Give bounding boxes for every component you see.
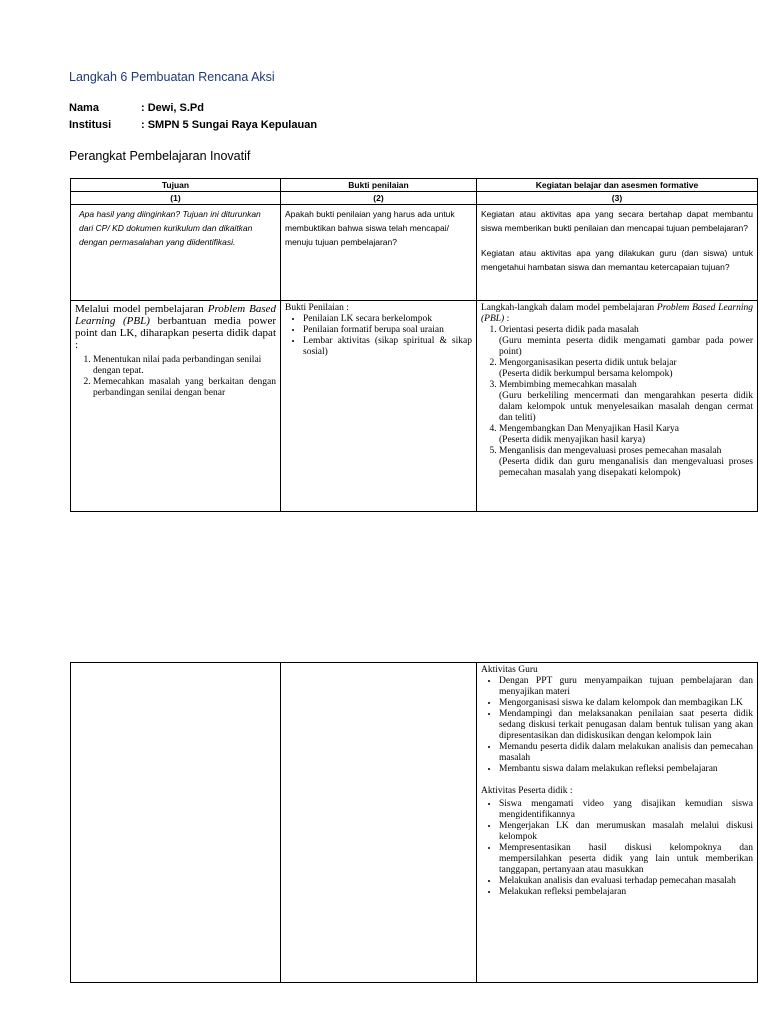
- list-item: 2. Memecahkan masalah yang berkaitan dengan perbandingan senilai dengan benar: [93, 377, 276, 399]
- teacher-activity-title: Aktivitas Guru: [481, 665, 538, 675]
- list-item: • Melakukan refleksi pembelajaran: [499, 887, 753, 898]
- guide-activity-text: Kegiatan atau aktivitas apa yang dilakukan guru (dan siswa) untuk mengetahui hambatan siswa dan memantau ketercapaian tujuan?: [481, 248, 753, 272]
- activity-cell: [477, 301, 758, 512]
- pbl-step: 1. Orientasi peserta didik pada masalah (Guru meminta peserta didik mengamati gambar pada power point): [499, 325, 753, 358]
- list-item: • Mengorganisasi siswa ke dalam kelompok dan membagikan LK: [499, 698, 753, 709]
- pbl-step: 4. Mengembangkan Dan Menyajikan Hasil Karya (Peserta didik menyajikan hasil karya): [499, 424, 753, 446]
- lesson-plan-table: [70, 178, 758, 512]
- meta-value: : Dewi, S.Pd: [141, 102, 204, 114]
- activity-cell-continued: [477, 663, 758, 983]
- column-number-row: [71, 192, 758, 205]
- evidence-list: [285, 314, 472, 358]
- list-item: • Mengerjakan LK dan merumuskan masalah melalui diskusi kelompok: [499, 821, 753, 843]
- list-item: • Mendampingi dan melaksanakan penilaian saat peserta didik sedang diskusi terkait penugasan dalam bentuk tulisan yang akan dipresentasikan dan didiskusikan dengan kelompok lain: [499, 709, 753, 742]
- column-header: Tujuan: [71, 179, 281, 192]
- list-item: • Penilaian LK secara berkelompok: [303, 314, 472, 325]
- column-header: Kegiatan belajar dan asesmen formative: [477, 179, 758, 192]
- guide-row: [71, 205, 758, 301]
- meta-value: : SMPN 5 Sungai Raya Kepulauan: [141, 119, 318, 131]
- document-title: Langkah 6 Pembuatan Rencana Aksi: [69, 70, 275, 84]
- column-number: (1): [71, 192, 281, 205]
- activity-intro: Langkah-langkah dalam model pembelajaran Problem Based Learning (PBL) :: [481, 303, 753, 324]
- content-row: [71, 301, 758, 512]
- student-activity-title: Aktivitas Peserta didik :: [481, 786, 573, 796]
- meta-institution-row: [69, 119, 317, 131]
- pbl-step: 3. Membimbing memecahkan masalah (Guru berkeliling mencermati dan mengarahkan peserta didik dalam kelompok untuk menyelesaikan masalah dengan cermat dan teliti): [499, 380, 753, 424]
- content-row-continued: [71, 663, 758, 983]
- column-number: (3): [477, 192, 758, 205]
- evidence-intro: Bukti Penilaian :: [285, 303, 349, 313]
- goal-cell-empty: [71, 663, 281, 983]
- guide-evidence-cell: Apakah bukti penilaian yang harus ada untuk membuktikan bahwa siswa telah mencapai/ menuju tujuan pembelajaran?: [281, 205, 477, 301]
- header-row: [71, 179, 758, 192]
- section-heading: Perangkat Pembelajaran Inovatif: [69, 149, 251, 163]
- meta-name-row: [69, 102, 204, 114]
- list-item: • Dengan PPT guru menyampaikan tujuan pembelajaran dan menyajikan materi: [499, 676, 753, 698]
- goal-cell: [71, 301, 281, 512]
- guide-goal-cell: Apa hasil yang diinginkan? Tujuan ini diturunkan dari CP/ KD dokumen kurikulum dan dikaitkan dengan permasalahan yang diidentifikasi.: [71, 205, 281, 301]
- list-item: • Siswa mengamati video yang disajikan kemudian siswa mengidentifikannya: [499, 799, 753, 821]
- evidence-cell: [281, 301, 477, 512]
- pbl-step: 2. Mengorganisasikan peserta didik untuk belajar (Peserta didik berkumpul bersama kelompok): [499, 358, 753, 380]
- column-header: Bukti penilaian: [281, 179, 477, 192]
- guide-activity-text: Kegiatan atau aktivitas apa yang secara bertahap dapat membantu siswa memberikan bukti penilaian dan mencapai tujuan pembelajaran?: [481, 209, 753, 233]
- guide-activity-cell: [477, 205, 758, 301]
- meta-key: Nama: [69, 102, 99, 114]
- meta-key: Institusi: [69, 119, 112, 131]
- list-item: • Membantu siswa dalam melakukan refleksi pembelajaran: [499, 764, 753, 775]
- column-number: (2): [281, 192, 477, 205]
- list-item: 1. Menentukan nilai pada perbandingan senilai dengan tepat.: [93, 355, 276, 377]
- evidence-cell-empty: [281, 663, 477, 983]
- pbl-step: 5. Menganlisis dan mengevaluasi proses pemecahan masalah (Peserta didik dan guru menganalisis dan mengevaluasi proses pemecahan masalah yang disepakati kelompok): [499, 446, 753, 479]
- list-item: • Melakukan analisis dan evaluasi terhadap pemecahan masalah: [499, 876, 753, 887]
- list-item: • Penilaian formatif berupa soal uraian: [303, 325, 472, 336]
- list-item: • Lembar aktivitas (sikap spiritual & sikap sosial): [303, 336, 472, 358]
- pbl-steps-list: [481, 325, 753, 479]
- list-item: • Memandu peserta didik dalam melakukan analisis dan pemecahan masalah: [499, 742, 753, 764]
- student-activity-list: [481, 799, 753, 898]
- teacher-activity-list: [481, 676, 753, 775]
- goal-list: [75, 355, 276, 399]
- list-item: • Mempresentasikan hasil diskusi kelompoknya dan mempersilahkan peserta didik yang lain untuk memberikan tanggapan, pertanyaan atau masukkan: [499, 843, 753, 876]
- goal-intro: Melalui model pembelajaran Problem Based Learning (PBL) berbantuan media power point dan LK, diharapkan peserta didik dapat :: [75, 303, 276, 351]
- lesson-plan-table-continued: [70, 662, 758, 983]
